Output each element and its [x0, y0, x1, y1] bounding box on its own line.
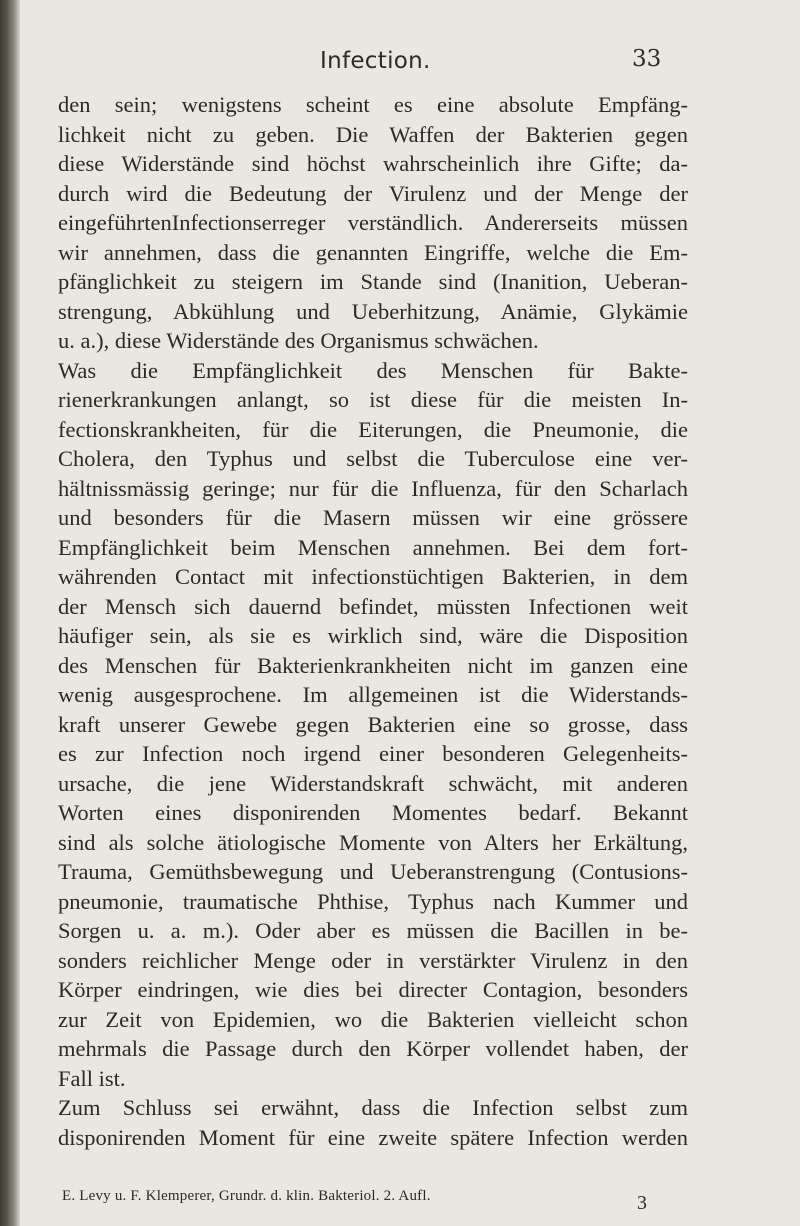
- text-line: Sorgen u. a. m.). Oder aber es müssen die Bacillen in be-: [58, 918, 688, 943]
- text-line: diese Widerstände sind höchst wahrscheinlich ihre Gifte; da-: [58, 151, 688, 176]
- text-line: Worten eines disponirenden Momentes bedarf. Bekannt: [58, 800, 688, 825]
- text-line: Was die Empfänglichkeit des Menschen für Bakte-: [58, 357, 688, 383]
- text-line: durch wird die Bedeutung der Virulenz und der Menge der: [58, 180, 688, 206]
- book-page: [20, 0, 800, 1226]
- text-line: wir annehmen, dass die genannten Eingriffe, welche die Em-: [58, 239, 688, 265]
- text-line: ursache, die jene Widerstandskraft schwächt, mit anderen: [58, 770, 688, 796]
- text-line: Fall ist.: [58, 1065, 126, 1091]
- text-line: eingeführtenInfectionserreger verständlich. Andererseits müssen: [58, 210, 688, 235]
- text-line: Cholera, den Typhus und selbst die Tuberculose eine ver-: [58, 446, 688, 471]
- page-number: 33: [632, 46, 662, 72]
- text-line: fectionskrankheiten, für die Eiterungen, die Pneumonie, die: [58, 416, 688, 442]
- text-line: rienerkrankungen anlangt, so ist diese für die meisten In-: [58, 387, 688, 412]
- text-line: sind als solche ätiologische Momente von Alters her Erkältung,: [58, 829, 688, 855]
- text-line: mehrmals die Passage durch den Körper vollendet haben, der: [58, 1036, 688, 1061]
- text-line: zur Zeit von Epidemien, wo die Bakterien vielleicht schon: [58, 1006, 688, 1032]
- text-line: der Mensch sich dauernd befindet, müssten Infectionen weit: [58, 593, 688, 619]
- text-line: disponirenden Moment für eine zweite spätere Infection werden: [58, 1124, 688, 1150]
- text-line: u. a.), diese Widerstände des Organismus schwächen.: [58, 328, 539, 353]
- text-line: strengung, Abkühlung und Ueberhitzung, Anämie, Glykämie: [58, 298, 688, 324]
- running-title: Infection.: [320, 48, 431, 74]
- footer-imprint: E. Levy u. F. Klemperer, Grundr. d. klin. Bakteriol. 2. Aufl.: [62, 1188, 431, 1204]
- text-line: pfänglichkeit zu steigern im Stande sind (Inanition, Ueberan-: [58, 269, 688, 294]
- book-binding-edge: [0, 0, 20, 1226]
- text-line: lichkeit nicht zu geben. Die Waffen der Bakterien gegen: [58, 121, 688, 147]
- text-line: des Menschen für Bakterienkrankheiten nicht im ganzen eine: [58, 652, 688, 678]
- text-line: und besonders für die Masern müssen wir eine grössere: [58, 505, 688, 530]
- text-line: wenig ausgesprochene. Im allgemeinen ist die Widerstands-: [58, 682, 688, 707]
- text-line: kraft unserer Gewebe gegen Bakterien eine so grosse, dass: [58, 711, 688, 737]
- text-line: sonders reichlicher Menge oder in verstärkter Virulenz in den: [58, 947, 688, 973]
- text-line: den sein; wenigstens scheint es eine absolute Empfäng-: [58, 92, 688, 117]
- text-line: Trauma, Gemüthsbewegung und Ueberanstrengung (Contusions-: [58, 859, 688, 884]
- text-line: Körper eindringen, wie dies bei directer Contagion, besonders: [58, 977, 688, 1002]
- text-line: Empfänglichkeit beim Menschen annehmen. Bei dem fort-: [58, 534, 688, 560]
- text-line: hältnissmässig geringe; nur für die Influenza, für den Scharlach: [58, 475, 688, 501]
- text-line: es zur Infection noch irgend einer besonderen Gelegenheits-: [58, 741, 688, 766]
- text-line: Zum Schluss sei erwähnt, dass die Infection selbst zum: [58, 1095, 688, 1120]
- body-text: [58, 90, 688, 1152]
- text-line: währenden Contact mit infectionstüchtigen Bakterien, in dem: [58, 564, 688, 589]
- text-line: pneumonie, traumatische Phthise, Typhus nach Kummer und: [58, 888, 688, 914]
- text-line: häufiger sein, als sie es wirklich sind, wäre die Disposition: [58, 623, 688, 648]
- signature-mark: 3: [637, 1192, 647, 1214]
